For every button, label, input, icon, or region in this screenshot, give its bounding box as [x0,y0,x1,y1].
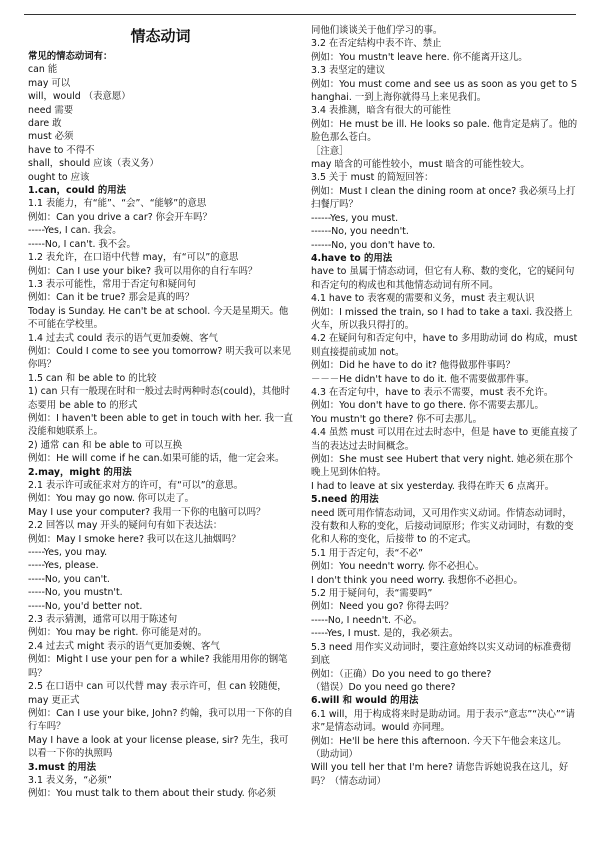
text-line: will，would （表意愿） [28,91,131,103]
text-line: 1) can 只有一般现在时和一般过去时两种时态(could)，其他时态要用 be able to 的形式 [28,386,291,411]
text-line: need 需要 [28,104,74,116]
left-column-lines [28,50,293,801]
text-line: 1.3 表示可能性，常用于否定句和疑问句 [28,278,196,290]
section-heading: 3.must 的用法 [28,761,96,773]
text-line: 1.1 表能力，有“能”、“会”、“能够”的意思 [28,198,207,210]
text-line: -----Yes, I must. 是的，我必须去。 [311,628,459,640]
text-line: ------No, you needn't. [311,226,409,238]
text-line: 2.5 在口语中 can 可以代替 may 表示许可，但 can 较随便，may 更正式 [28,681,287,706]
text-line: 例如：Need you go? 你得去吗？ [311,601,454,613]
section-heading: 4.have to 的用法 [311,252,393,264]
text-line: 例如：He'll be here this afternoon. 今天下午他会来这儿。（助动词） [311,735,567,760]
section-heading: 常见的情态动词有： [28,51,113,62]
text-line: -----No, I can't. 我不会。 [28,238,136,250]
text-line: ------No, you don't have to. [311,239,436,251]
text-line: dare 敢 [28,118,62,130]
text-line: 例如：Can you drive a car? 你会开车吗？ [28,211,212,223]
text-line: 同他们谈谈关于他们学习的事。 [311,25,443,36]
text-line: 4.2 在疑问句和否定句中，have to 多用助动词 do 构成，must 则直接提前或加 not。 [311,333,578,358]
text-line: have to 虽属于情态动词，但它有人称、数的变化，它的疑问句和否定句的构成也和其他情态动词有所不同。 [311,266,575,291]
text-line: -----No, you can't. [28,573,110,585]
text-line: You mustn't go there? 你不可去那儿。 [311,413,482,425]
text-line: 5.1 用于否定句，表“不必” [311,547,423,559]
text-line: 例如：Must I clean the dining room at once? 我必须马上打扫餐厅吗？ [311,185,576,211]
text-line: can 能 [28,64,58,76]
text-line: must 必须 [28,131,74,143]
text-line: I don't think you need worry. 我想你不必担心。 [311,574,523,586]
text-line: 3.4 表推测，暗含有很大的可能性 [311,105,451,117]
text-line: 5.2 用于疑问句，表“需要吗” [311,588,433,600]
left-column [28,24,293,801]
text-line: May I use your computer? 我用一下你的电脑可以吗？ [28,506,266,518]
text-line: 1.5 can 和 be able to 的比较 [28,372,157,384]
text-line: 例如：Could I come to see you tomorrow? 明天我可以来见你吗？ [28,345,291,371]
text-line: 例如：I missed the train, so I had to take a taxi. 我没搭上火车，所以我只得打的。 [311,306,573,331]
text-line: 3.3 表坚定的建议 [311,65,386,77]
text-line: 5.3 need 用作实义动词时，要注意始终以实义动词的标准费彻到底 [311,641,571,667]
text-line: 1.2 表允许，在口语中代替 may，有“可以”的意思 [28,252,239,264]
text-line: 例如：You needn't worry. 你不必担心。 [311,561,485,573]
text-line: Today is Sunday. He can't be at school. 今天是星期天。他不可能在学校里。 [28,305,289,331]
text-line: 例如：May I smoke here? 我可以在这儿抽烟吗？ [28,533,241,545]
section-heading: 6.will 和 would 的用法 [311,695,419,707]
text-line: 例如：She must see Hubert that very night. 她必须在那个晚上见到休伯特。 [311,454,574,479]
text-line: may 暗含的可能性较小，must 暗含的可能性较大。 [311,159,530,171]
text-line: -----No, I needn't. 不必。 [311,614,423,626]
text-line: 例如：You don't have to go there. 你不需要去那儿。 [311,400,544,412]
text-line: -----No, you'd better not. [28,600,143,612]
text-line: 2.4 过去式 might 表示的语气更加委婉、客气 [28,640,220,652]
page-title: 情态动词 [130,27,191,45]
text-line: 3.2 在否定结构中表不许、禁止 [311,38,442,50]
text-line: 例如：Can it be true? 那会是真的吗？ [28,292,195,304]
text-line: （错误）Do you need go there? [311,681,456,693]
text-line: shall，should 应该（表义务） [28,158,159,170]
text-line: －－－He didn't have to do it. 他不需要做那件事。 [311,373,535,385]
text-line: 例如：He will come if he can.如果可能的话，他一定会来。 [28,453,285,465]
text-line: -----Yes, you may. [28,547,108,559]
text-line: 2.3 表示猜测，通常可以用于陈述句 [28,614,178,626]
text-line: 3.1 表义务，“必须” [28,774,112,786]
text-line: ought to 应该 [28,171,90,183]
header-rule [24,14,576,15]
text-line: 例如：（正确）Do you need to go there? [311,668,492,680]
text-line: 例如：Did he have to do it? 他得做那件事吗？ [311,360,515,372]
text-line: 例如：You may be right. 你可能是对的。 [28,627,207,639]
text-line: 例如：I haven't been able to get in touch with her. 我一直没能和她联系上。 [28,412,293,438]
text-line: 3.5 关于 must 的简短回答： [311,172,434,184]
text-line: 例如：You may go now. 你可以走了。 [28,493,195,505]
text-line: 例如：You must come and see us as soon as you get to Shanghai. 一到上海你就得马上来见我们。 [311,78,577,104]
text-line: 2.1 表示许可或征求对方的许可，有“可以”的意思。 [28,480,244,491]
section-heading: 1.can，could 的用法 [28,185,127,197]
text-line: Will you tell her that I'm here? 请您告诉她说我在这儿，好吗？（情态动词） [311,762,569,787]
section-heading: 2.may，might 的用法 [28,466,132,478]
text-line: 例如：He must be ill. He looks so pale. 他肯定是病了。他的脸色那么苍白。 [311,118,578,144]
text-line: 4.3 在否定句中，have to 表示不需要，must 表不允许。 [311,386,554,398]
text-line: 6.1 will，用于构成将来时是助动词。用于表示“意志”“决心”“请求”是情态动词。would 亦同理。 [311,708,575,734]
text-line: 例如：Can I use your bike? 我可以用你的自行车吗？ [28,265,258,277]
text-line: ［注意］ [311,145,349,157]
text-line: -----Yes, please. [28,560,99,572]
text-line: -----No, you mustn't. [28,587,123,599]
text-line: 例如：You mustn't leave here. 你不能离开这儿。 [311,51,528,63]
text-line: 例如：Can I use your bike, John? 约翰，我可以用一下你的自行车吗？ [28,707,293,733]
text-line: may 可以 [28,77,71,89]
text-line: -----Yes, I can. 我会。 [28,225,122,237]
text-line: 1.4 过去式 could 表示的语气更加委婉、客气 [28,332,218,344]
text-line: 4.4 虽然 must 可以用在过去时态中，但是 have to 更能直接了当的表达过去时间概念。 [311,427,578,452]
text-line: I had to leave at six yesterday. 我得在昨天 6 点离开。 [311,480,555,492]
text-line: need 既可用作情态动词，又可用作实义动词。作情态动词时，没有数和人称的变化，后接动词原形；作实义动词时，有数的变化和人称的变化，后接带 to 的不定式。 [311,507,574,546]
text-line: May I have a look at your license please, sir? 先生，我可以看一下你的执照吗 [28,734,289,760]
text-line: ------Yes, you must. [311,212,399,224]
text-line: have to 不得不 [28,144,95,156]
section-heading: 5.need 的用法 [311,494,379,506]
text-line: 例如：You must talk to them about their study. 你必须 [28,788,276,800]
right-column-lines [311,24,579,788]
text-line: 2.2 回答以 may 开头的疑问句有如下表达法： [28,520,223,532]
text-line: 例如：Might I use your pen for a while? 我能用用你的钢笔吗？ [28,654,288,679]
text-line: 2) 通常 can 和 be able to 可以互换 [28,439,183,451]
right-column [311,24,579,788]
text-line: 4.1 have to 表客观的需要和义务，must 表主观认识 [311,293,535,305]
